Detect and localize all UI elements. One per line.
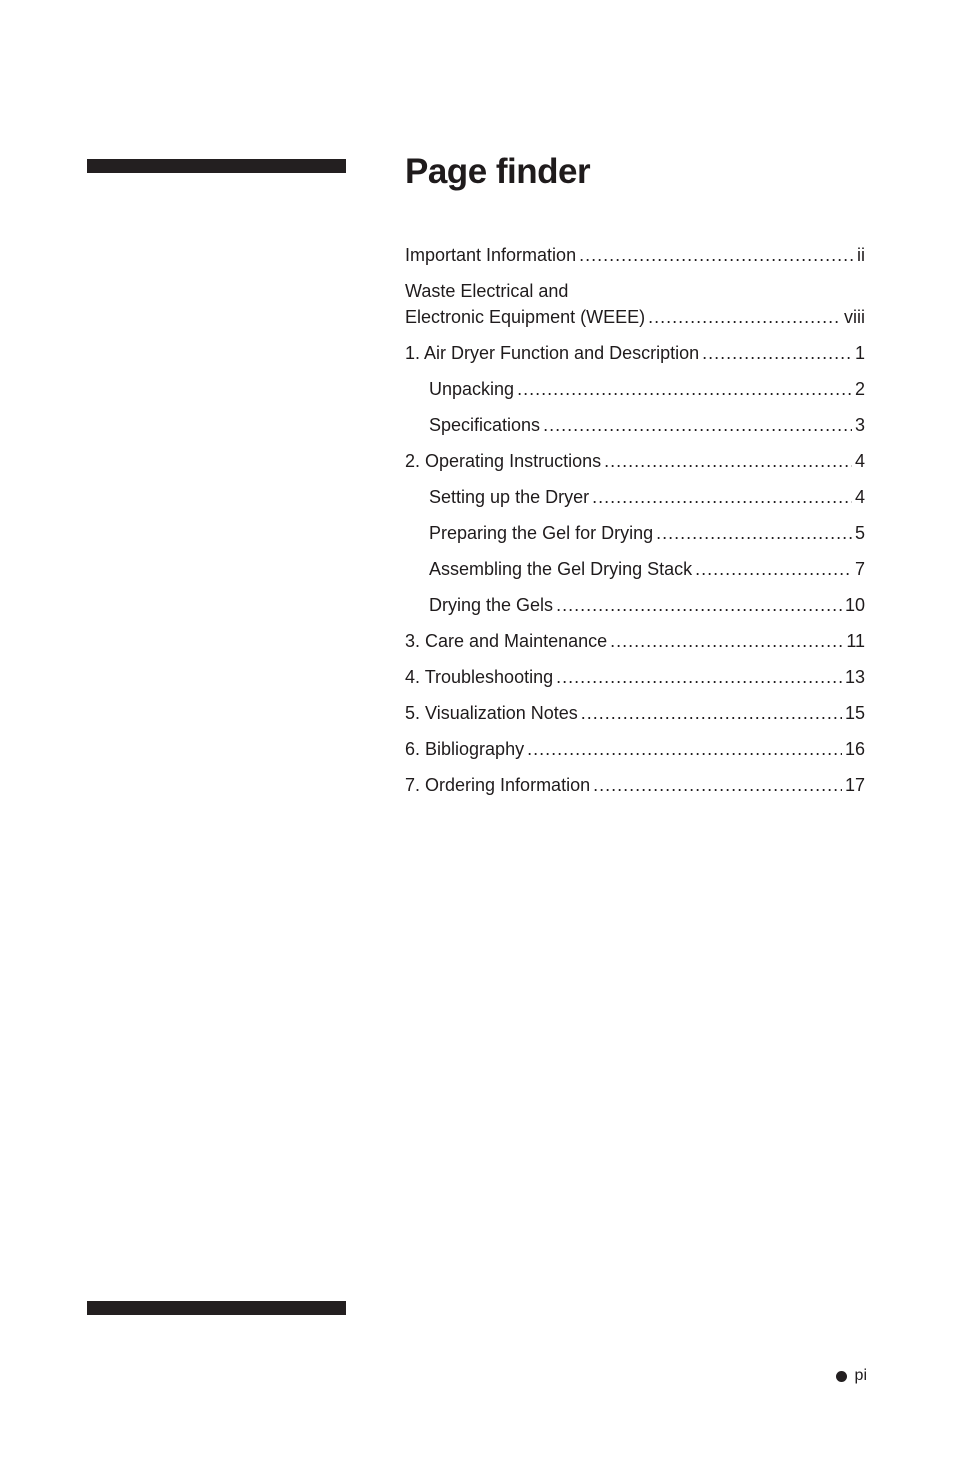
dot-leader [610, 628, 843, 654]
toc-entry-page: 10 [844, 595, 865, 615]
toc-entry-troubleshooting[interactable] [405, 664, 865, 690]
toc-entry-page: ii [857, 245, 865, 265]
toc-entry-page: 11 [846, 631, 865, 651]
toc-entry-drying-gels[interactable] [405, 592, 865, 618]
toc-entry-preparing-gel[interactable] [405, 520, 865, 546]
page-title: Page finder [405, 152, 591, 191]
dot-leader [517, 376, 852, 402]
toc-entry-label: Assembling the Gel Drying Stack [429, 559, 693, 579]
toc-entry-label: 6. Bibliography [405, 739, 525, 759]
toc-entry-page: 4 [854, 451, 865, 471]
toc-entry-important-information[interactable] [405, 242, 865, 268]
toc-entry-visualization-notes[interactable] [405, 700, 865, 726]
toc-entry-label: 7. Ordering Information [405, 775, 591, 795]
page-footer [836, 1367, 867, 1385]
toc-entry-label: 3. Care and Maintenance [405, 631, 608, 651]
toc-entry-bibliography[interactable] [405, 736, 865, 762]
bottom-rule [87, 1301, 346, 1315]
dot-leader [702, 340, 852, 366]
toc-entry-specifications[interactable] [405, 412, 865, 438]
toc-entry-page: viii [844, 307, 865, 327]
dot-leader [593, 772, 842, 798]
toc-entry-label: 2. Operating Instructions [405, 451, 602, 471]
toc-entry-page: 5 [854, 523, 865, 543]
dot-leader [648, 304, 841, 330]
toc-entry-page: 16 [844, 739, 865, 759]
dot-leader [604, 448, 852, 474]
toc-entry-weee[interactable] [405, 278, 865, 330]
dot-leader [543, 412, 852, 438]
toc-entry-label: Specifications [429, 415, 541, 435]
toc-entry-label: Important Information [405, 245, 577, 265]
toc-entry-page: 4 [854, 487, 865, 507]
dot-leader [695, 556, 852, 582]
dot-leader [579, 242, 854, 268]
dot-leader [592, 484, 852, 510]
toc-entry-air-dryer-function[interactable] [405, 340, 865, 366]
toc-entry-page: 7 [854, 559, 865, 579]
toc-entry-operating-instructions[interactable] [405, 448, 865, 474]
dot-leader [556, 664, 842, 690]
toc-entry-label: 4. Troubleshooting [405, 667, 554, 687]
toc-entry-page: 17 [844, 775, 865, 795]
toc-entry-label: 1. Air Dryer Function and Description [405, 343, 700, 363]
toc-entry-care-maintenance[interactable] [405, 628, 865, 654]
bullet-icon [836, 1371, 847, 1382]
toc-entry-label: Preparing the Gel for Drying [429, 523, 654, 543]
toc-entry-page: 15 [844, 703, 865, 723]
toc-entry-label: 5. Visualization Notes [405, 703, 578, 723]
toc-entry-label-line1: Waste Electrical and [405, 281, 569, 301]
top-rule [87, 159, 346, 173]
dot-leader [656, 520, 852, 546]
toc-entry-label: Drying the Gels [429, 595, 554, 615]
toc-entry-assembling-stack[interactable] [405, 556, 865, 582]
toc-entry-page: 13 [844, 667, 865, 687]
dot-leader [527, 736, 842, 762]
toc-entry-ordering-information[interactable] [405, 772, 865, 798]
toc-entry-page: 1 [854, 343, 865, 363]
toc-entry-page: 2 [854, 379, 865, 399]
toc-entry-setting-up-dryer[interactable] [405, 484, 865, 510]
toc-entry-unpacking[interactable] [405, 376, 865, 402]
toc-entry-page: 3 [854, 415, 865, 435]
dot-leader [581, 700, 842, 726]
toc-entry-label: Electronic Equipment (WEEE) [405, 307, 646, 327]
dot-leader [556, 592, 842, 618]
page-number: pi [854, 1367, 867, 1384]
toc-entry-label: Unpacking [429, 379, 515, 399]
table-of-contents [405, 242, 865, 808]
toc-entry-label: Setting up the Dryer [429, 487, 590, 507]
